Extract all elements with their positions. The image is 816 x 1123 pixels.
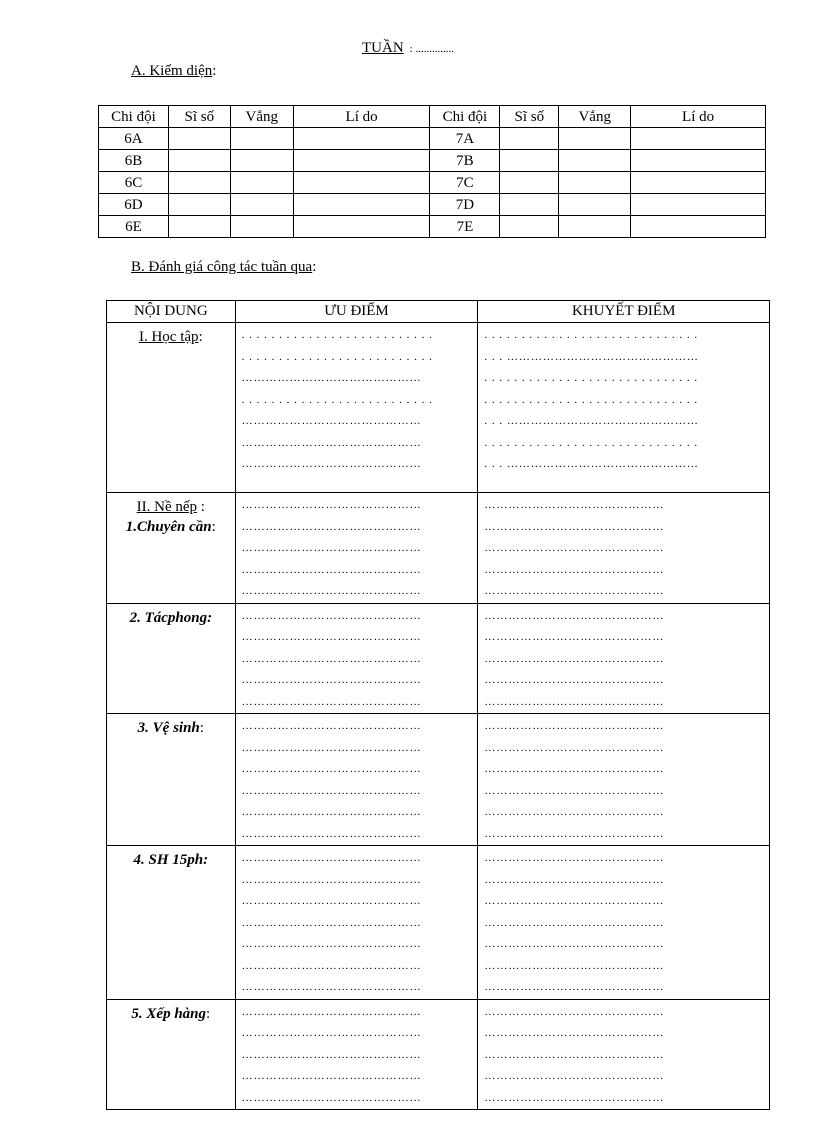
dotted-line: ……………………………………… [241, 895, 422, 907]
category-cell [107, 999, 236, 1110]
strengths-cell[interactable] [235, 846, 478, 1000]
reason-cell[interactable] [631, 194, 766, 216]
category-colon: : [200, 499, 205, 515]
reason-cell[interactable] [631, 172, 766, 194]
count-cell[interactable] [168, 194, 230, 216]
category-colon: : [206, 1005, 211, 1022]
category-hoc-tap: I. Học tập [138, 329, 199, 345]
dotted-line: ……………………………………… [484, 916, 665, 929]
dotted-line: ……………………………………… [484, 520, 665, 533]
category-cell [107, 493, 236, 604]
header-li-do-left: Lí do [293, 106, 430, 128]
category-sh15: 4. SH 15ph: [133, 852, 209, 868]
dotted-line: ……………………………………… [241, 695, 422, 708]
dotted-line: ……………………………………… [241, 873, 422, 886]
header-uu-diem: ƯU ĐIỂM [235, 301, 478, 323]
category-colon: : [211, 519, 216, 535]
weaknesses-cell[interactable] [478, 714, 770, 846]
header-chi-doi-right: Chi đội [430, 106, 500, 128]
reason-cell[interactable] [293, 150, 430, 172]
week-label: TUẦN [362, 40, 404, 56]
dotted-line: ……………………………………… [484, 695, 665, 708]
dotted-line: ……………………………………… [241, 1070, 422, 1082]
absent-cell[interactable] [559, 150, 631, 172]
absent-cell[interactable] [230, 128, 293, 150]
count-cell[interactable] [168, 128, 230, 150]
page-title [0, 40, 816, 57]
dotted-line: ……………………………………… [484, 827, 665, 840]
dotted-line: ……………………………………… [241, 916, 422, 929]
header-vang-left: Vắng [230, 106, 293, 128]
dotted-line: ……………………………………… [241, 981, 422, 993]
reason-cell[interactable] [293, 128, 430, 150]
dotted-line: ……………………………………… [484, 1091, 665, 1104]
dotted-line: . . . . . . . . . . . . . . . . . . . . . . . . . . . . . [484, 393, 699, 406]
section-a-colon: : [212, 63, 217, 79]
dotted-line: ……………………………………… [241, 415, 422, 427]
header-si-so-right: Sĩ số [500, 106, 559, 128]
review-row-tac-phong [107, 603, 770, 714]
attendance-table [98, 105, 766, 238]
dotted-line: ……………………………………… [241, 806, 422, 818]
class-cell: 7E [430, 216, 500, 238]
dotted-line: ……………………………………… [484, 674, 665, 686]
dotted-line: ……………………………………… [484, 609, 665, 622]
dotted-line: ……………………………………… [241, 585, 422, 597]
dotted-line: ……………………………………… [241, 741, 422, 754]
absent-cell[interactable] [559, 216, 631, 238]
strengths-cell[interactable] [235, 603, 478, 714]
count-cell[interactable] [500, 150, 559, 172]
class-cell: 7D [430, 194, 500, 216]
table-row [99, 194, 766, 216]
weaknesses-cell[interactable] [478, 603, 770, 714]
section-b-colon: : [312, 259, 317, 275]
dotted-line: ……………………………………… [484, 499, 665, 511]
dotted-line: ……………………………………… [241, 959, 422, 972]
dotted-line: . . . . . . . . . . . . . . . . . . . . . . . . . . . . . [484, 329, 699, 341]
strengths-cell[interactable] [235, 999, 478, 1110]
dotted-line: ……………………………………… [241, 938, 422, 950]
section-a-label: A. Kiểm diện [131, 63, 213, 79]
dotted-line: ……………………………………… [484, 873, 665, 886]
table-row [99, 216, 766, 238]
strengths-cell[interactable] [235, 323, 478, 493]
dotted-line: ……………………………………… [241, 1048, 422, 1061]
section-b-label: B. Đánh giá công tác tuần qua [131, 259, 313, 275]
dotted-line: ……………………………………… [241, 1027, 422, 1039]
reason-cell[interactable] [293, 216, 430, 238]
review-row-sh15 [107, 846, 770, 1000]
dotted-line: ……………………………………… [241, 563, 422, 576]
dotted-line: ……………………………………… [241, 520, 422, 533]
category-tac-phong: 2. Tácphong: [129, 609, 213, 626]
class-cell: 7B [430, 150, 500, 172]
dotted-line: ……………………………………… [241, 458, 422, 470]
category-ve-sinh: 3. Vệ sinh [137, 720, 200, 736]
dotted-line: ……………………………………… [484, 741, 665, 754]
dotted-line: ……………………………………… [241, 674, 422, 686]
reason-cell[interactable] [631, 150, 766, 172]
dotted-line: ……………………………………… [241, 542, 422, 554]
dotted-line: . . . . . . . . . . . . . . . . . . . . . . . . . . [241, 329, 433, 341]
dotted-line: . . . ………………………………………… [484, 458, 699, 470]
review-row-ve-sinh [107, 714, 770, 846]
absent-cell[interactable] [559, 172, 631, 194]
dotted-line: ……………………………………… [484, 631, 665, 643]
dotted-line: . . . . . . . . . . . . . . . . . . . . . . . . . . [241, 350, 433, 363]
review-table [106, 300, 770, 1110]
dotted-line: ……………………………………… [241, 852, 422, 864]
count-cell[interactable] [500, 216, 559, 238]
weaknesses-cell[interactable] [478, 846, 770, 1000]
strengths-cell[interactable] [235, 714, 478, 846]
dotted-line: ……………………………………… [484, 895, 665, 907]
dotted-line: ……………………………………… [484, 763, 665, 775]
dotted-line: ……………………………………… [241, 652, 422, 665]
category-chuyen-can: 1.Chuyên cần [125, 519, 212, 535]
absent-cell[interactable] [230, 216, 293, 238]
dotted-line: ……………………………………… [241, 784, 422, 797]
table-row [99, 150, 766, 172]
dotted-line: ……………………………………… [484, 1070, 665, 1082]
absent-cell[interactable] [559, 128, 631, 150]
weaknesses-cell[interactable] [478, 323, 770, 493]
class-cell: 6C [99, 172, 169, 194]
count-cell[interactable] [500, 194, 559, 216]
dotted-line: ……………………………………… [241, 720, 422, 732]
header-si-so-left: Sĩ số [168, 106, 230, 128]
absent-cell[interactable] [559, 194, 631, 216]
weaknesses-cell[interactable] [478, 999, 770, 1110]
dotted-line: ……………………………………… [241, 499, 422, 511]
review-row-hoc-tap [107, 323, 770, 493]
review-row-xep-hang [107, 999, 770, 1110]
dotted-line: ……………………………………… [484, 585, 665, 597]
dotted-line: ……………………………………… [484, 1027, 665, 1039]
class-cell: 6D [99, 194, 169, 216]
strengths-cell[interactable] [235, 493, 478, 604]
dotted-line: ……………………………………… [484, 542, 665, 554]
section-a-heading [131, 63, 216, 80]
reason-cell[interactable] [293, 172, 430, 194]
dotted-line: ……………………………………… [484, 852, 665, 864]
dotted-line: . . . . . . . . . . . . . . . . . . . . . . . . . . . . . [484, 436, 699, 449]
dotted-line: ……………………………………… [484, 784, 665, 797]
category-colon: : [199, 720, 204, 736]
dotted-line: . . . ………………………………………… [484, 415, 699, 427]
dotted-line: ……………………………………… [484, 981, 665, 993]
category-xep-hang: 5. Xếp hàng [131, 1005, 207, 1022]
category-cell [107, 603, 236, 714]
dotted-line: ……………………………………… [241, 631, 422, 643]
weaknesses-cell[interactable] [478, 493, 770, 604]
attendance-header-row [99, 106, 766, 128]
dotted-line: ……………………………………… [241, 609, 422, 622]
dotted-line: ……………………………………… [241, 1091, 422, 1104]
dotted-line: ……………………………………… [241, 372, 422, 384]
dotted-line: ……………………………………… [241, 1005, 422, 1018]
table-row [99, 128, 766, 150]
reason-cell[interactable] [293, 194, 430, 216]
category-ne-nep: II. Nề nếp [136, 499, 198, 515]
count-cell[interactable] [500, 172, 559, 194]
category-cell [107, 714, 236, 846]
dotted-line: . . . . . . . . . . . . . . . . . . . . . . . . . . [241, 393, 433, 406]
absent-cell[interactable] [230, 194, 293, 216]
count-cell[interactable] [168, 172, 230, 194]
dotted-line: ……………………………………… [484, 806, 665, 818]
class-cell: 6A [99, 128, 169, 150]
dotted-line: ……………………………………… [484, 1048, 665, 1061]
dotted-line: ……………………………………… [484, 563, 665, 576]
reason-cell[interactable] [631, 216, 766, 238]
dotted-line: ……………………………………… [484, 720, 665, 732]
review-header-row [107, 301, 770, 323]
count-cell[interactable] [500, 128, 559, 150]
review-row-chuyen-can [107, 493, 770, 604]
header-khuyet-diem: KHUYẾT ĐIỂM [478, 301, 770, 323]
table-row [99, 172, 766, 194]
category-colon: : [198, 329, 203, 345]
absent-cell[interactable] [230, 150, 293, 172]
dotted-line: ……………………………………… [241, 827, 422, 840]
count-cell[interactable] [168, 216, 230, 238]
category-cell [107, 323, 236, 493]
class-cell: 7A [430, 128, 500, 150]
header-li-do-right: Lí do [631, 106, 766, 128]
dotted-line: ……………………………………… [484, 938, 665, 950]
class-cell: 6E [99, 216, 169, 238]
header-chi-doi-left: Chi đội [99, 106, 169, 128]
absent-cell[interactable] [230, 172, 293, 194]
dotted-line: ……………………………………… [484, 959, 665, 972]
class-cell: 7C [430, 172, 500, 194]
dotted-line: . . . ………………………………………… [484, 350, 699, 363]
section-b-heading [131, 259, 316, 276]
header-vang-right: Vắng [559, 106, 631, 128]
category-cell [107, 846, 236, 1000]
dotted-line: . . . . . . . . . . . . . . . . . . . . . . . . . . . . . [484, 372, 699, 384]
dotted-line: ……………………………………… [484, 1005, 665, 1018]
header-noi-dung: NỘI DUNG [107, 301, 236, 323]
count-cell[interactable] [168, 150, 230, 172]
week-value: : .............. [409, 43, 454, 55]
dotted-line: ……………………………………… [241, 436, 422, 449]
dotted-line: ……………………………………… [241, 763, 422, 775]
reason-cell[interactable] [631, 128, 766, 150]
class-cell: 6B [99, 150, 169, 172]
dotted-line: ……………………………………… [484, 652, 665, 665]
